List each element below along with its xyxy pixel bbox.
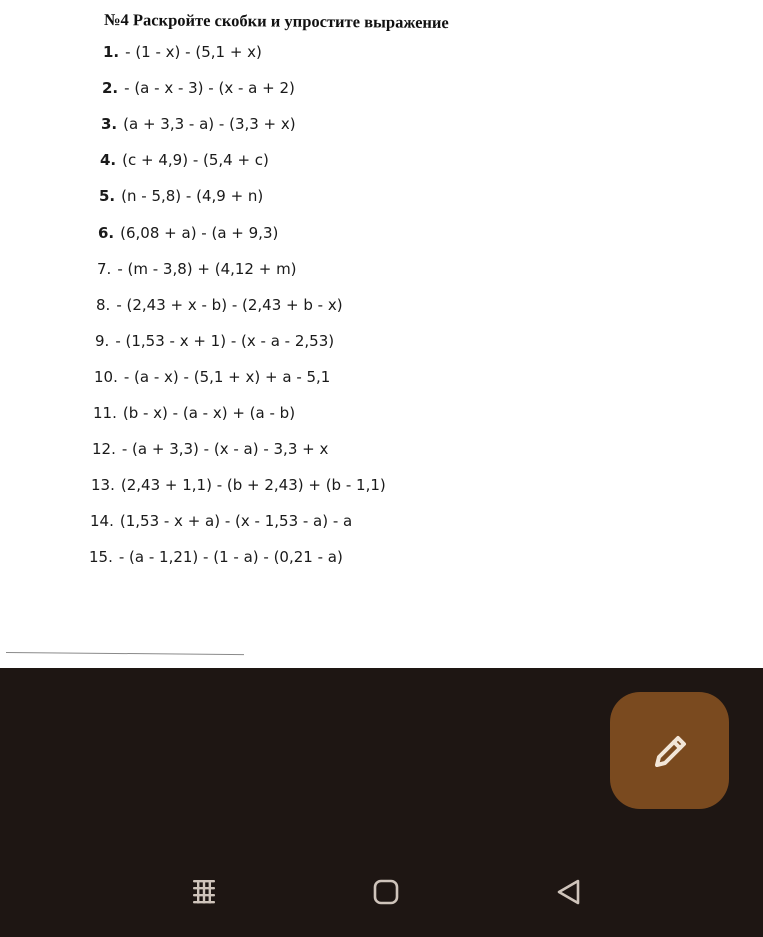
task-number: 2. (102, 79, 119, 98)
task-item (101, 115, 296, 133)
task-item (93, 404, 295, 422)
task-item (90, 512, 352, 530)
task-expression: - (a - x) - (5,1 + x) + a - 5,1 (123, 367, 331, 386)
task-item (91, 476, 386, 494)
task-number: 10. (94, 367, 118, 386)
task-number: 6. (98, 223, 115, 242)
task-number: 1. (103, 43, 120, 61)
task-item (102, 79, 295, 97)
task-item (100, 151, 269, 169)
task-expression: (a + 3,3 - a) - (3,3 + x) (123, 115, 296, 134)
home-button[interactable] (362, 870, 410, 914)
edit-button[interactable] (610, 692, 729, 809)
task-item (96, 296, 343, 314)
task-expression: - (1 - x) - (5,1 + x) (125, 43, 262, 61)
task-item (103, 43, 262, 61)
task-expression: (n - 5,8) - (4,9 + n) (121, 187, 264, 206)
system-nav-bar (0, 850, 763, 937)
back-icon (553, 877, 583, 907)
home-icon (371, 877, 401, 907)
task-number: 13. (91, 476, 115, 495)
task-item (92, 440, 328, 458)
task-number: 9. (95, 331, 110, 350)
task-number: 12. (92, 440, 116, 459)
task-expression: (b - x) - (a - x) + (a - b) (122, 404, 296, 422)
task-number: 5. (99, 187, 116, 206)
task-expression: - (2,43 + x - b) - (2,43 + b - x) (116, 295, 343, 314)
task-number: 11. (93, 404, 117, 422)
task-expression: - (1,53 - x + 1) - (x - a - 2,53) (115, 331, 335, 350)
task-number: 7. (97, 259, 112, 278)
task-item (97, 260, 297, 278)
task-item (94, 368, 330, 386)
task-expression: (c + 4,9) - (5,4 + c) (122, 151, 269, 170)
task-number: 4. (100, 151, 117, 170)
task-expression: - (m - 3,8) + (4,12 + m) (117, 259, 297, 278)
task-item (95, 332, 334, 350)
task-expression: (6,08 + a) - (a + 9,3) (120, 223, 279, 242)
back-button[interactable] (544, 870, 592, 914)
task-item (89, 548, 343, 566)
task-expression: (2,43 + 1,1) - (b + 2,43) + (b - 1,1) (120, 476, 386, 495)
task-item (99, 187, 263, 205)
recents-button[interactable] (180, 870, 228, 914)
task-number: 14. (90, 512, 114, 531)
task-expression: - (a - x - 3) - (x - a + 2) (124, 79, 295, 98)
recents-icon (189, 877, 219, 907)
pencil-icon (646, 727, 694, 775)
task-item (98, 224, 278, 242)
task-expression: - (a + 3,3) - (x - a) - 3,3 + x (121, 440, 329, 459)
task-number: 15. (89, 548, 113, 567)
page-title: №4 Раскройте скобки и упростите выражение (103, 10, 449, 33)
task-expression: (1,53 - x + a) - (x - 1,53 - a) - a (119, 512, 353, 531)
task-number: 8. (96, 295, 111, 314)
divider-line (6, 652, 244, 655)
task-expression: - (a - 1,21) - (1 - a) - (0,21 - a) (118, 548, 343, 567)
task-number: 3. (101, 115, 118, 134)
